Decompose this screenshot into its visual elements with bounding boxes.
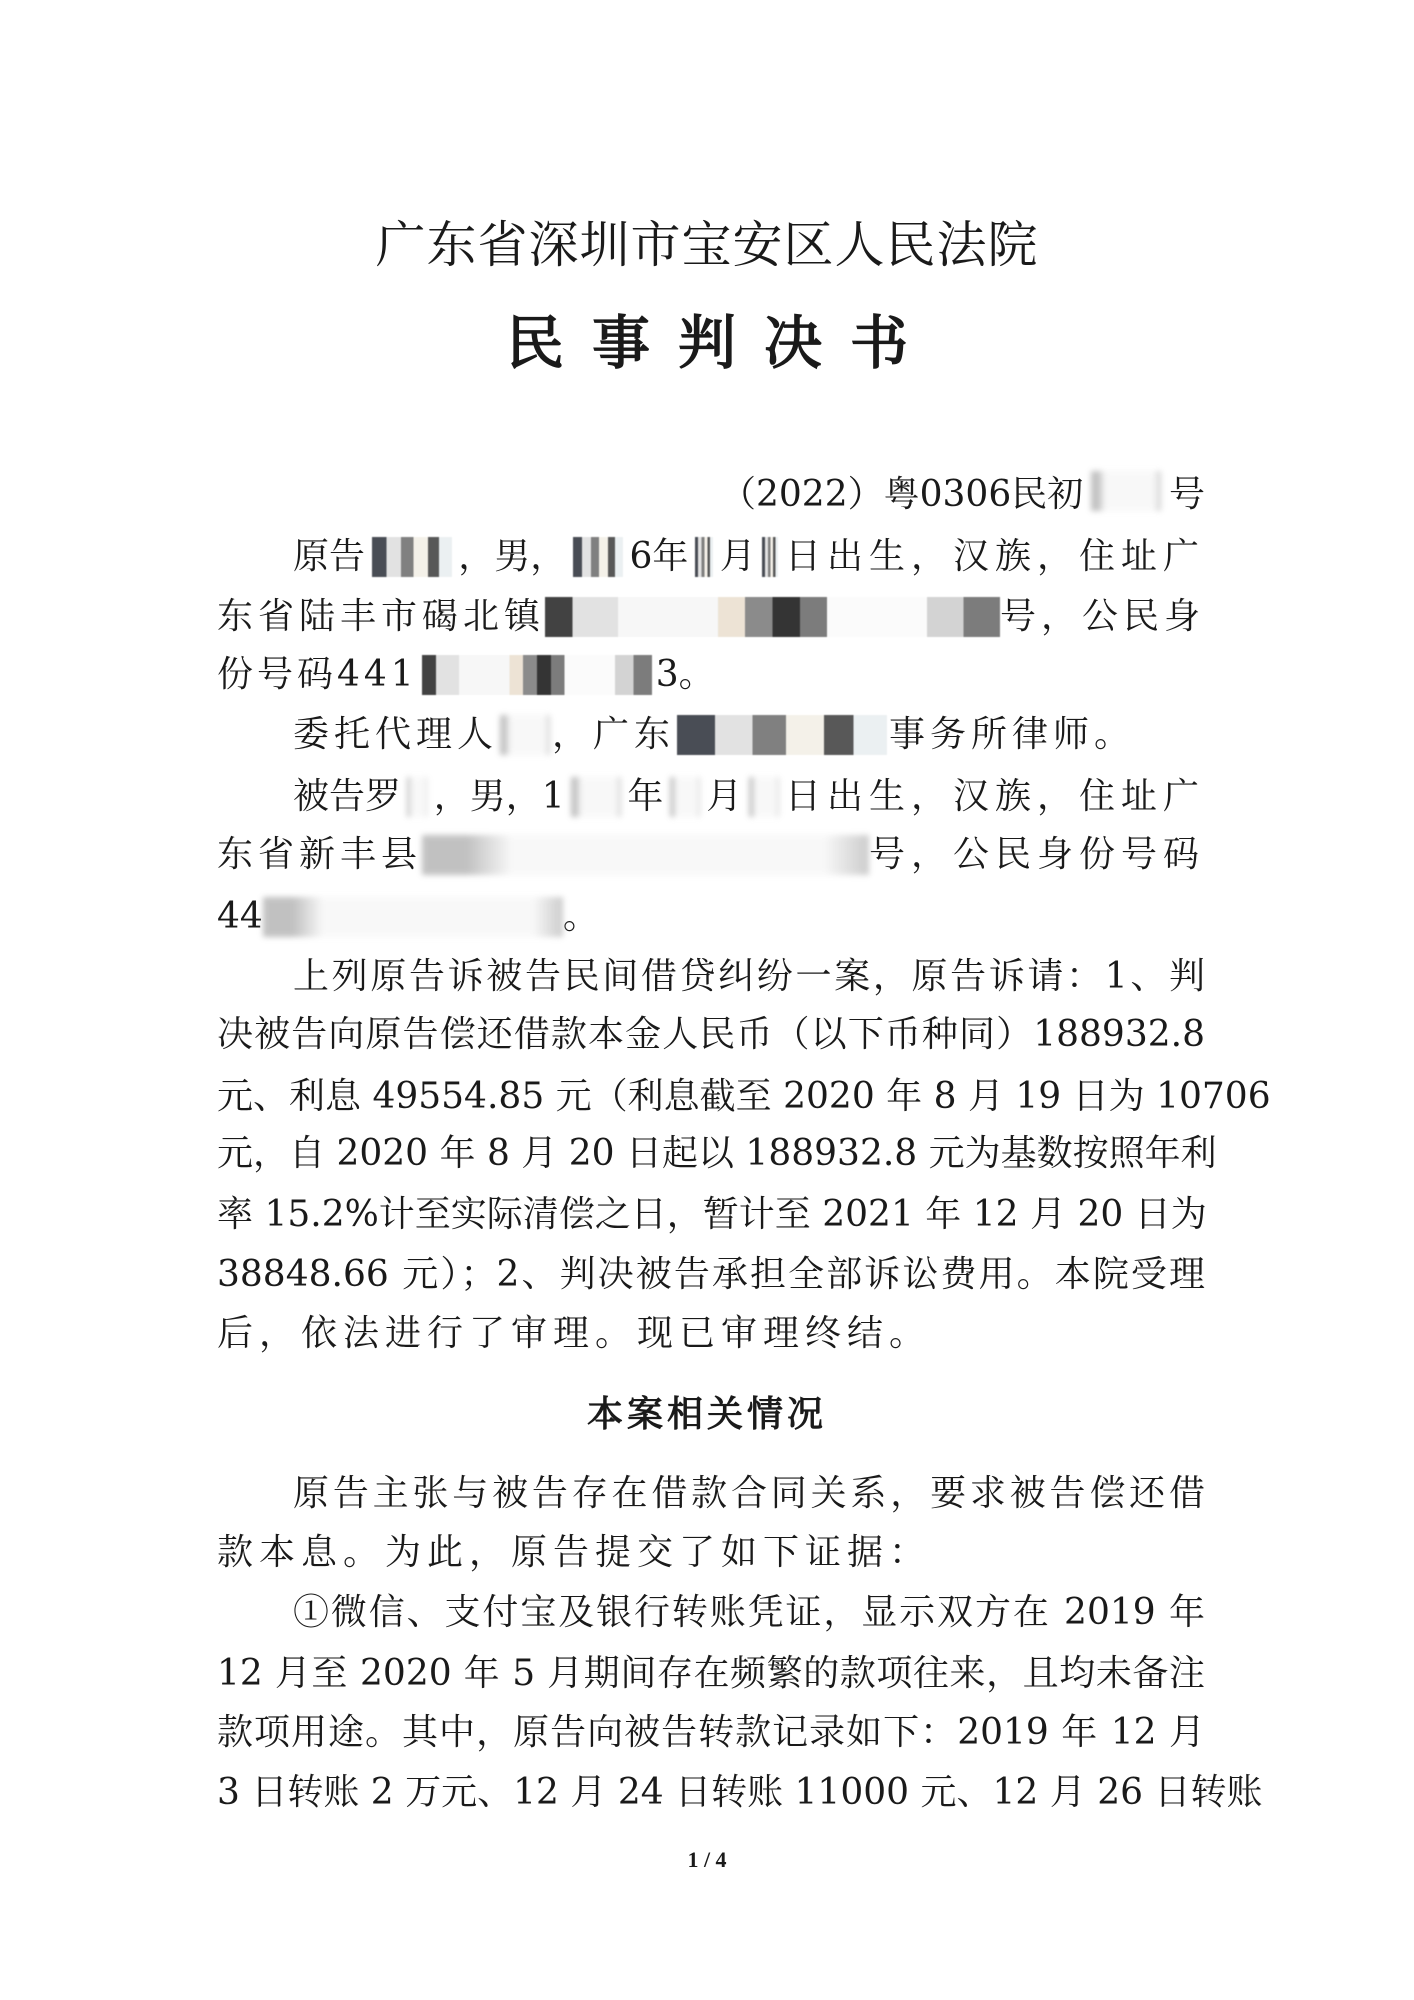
redaction (545, 597, 1000, 637)
plaintiff-line-2 (217, 593, 1205, 641)
redaction (407, 777, 427, 817)
court-name: 广东省深圳市宝安区人民法院 (375, 216, 1039, 274)
section-heading: 本案相关情况 (586, 1393, 827, 1435)
redaction (500, 715, 550, 755)
plaintiff-line-3 (217, 651, 1205, 699)
text: 被告罗 (293, 776, 402, 817)
text: 6年 (629, 536, 689, 577)
text: 44 (217, 896, 263, 937)
text: 日出生，汉族，住址广 (784, 536, 1205, 577)
text: 月 (719, 536, 756, 577)
text: 份号码441 (217, 654, 418, 695)
claims-line: 元、利息 49554.85 元（利息截至 2020 年 8 月 19 日为 10706 (217, 1076, 1271, 1117)
text: 委托代理人 (293, 714, 499, 755)
evidence-line: 12 月至 2020 年 5 月期间存在频繁的款项往来，且均未备注 (217, 1653, 1205, 1694)
redaction (670, 777, 700, 817)
case-number-suffix: 号 (1168, 474, 1205, 515)
claims-line: 后，依法进行了审理。现已审理终结。 (217, 1313, 932, 1354)
text: 年 (627, 776, 664, 817)
claims-line: 率 15.2%计至实际清偿之日，暂计至 2021 年 12 月 20 日为 (217, 1194, 1207, 1235)
body-line: 原告主张与被告存在借款合同关系，要求被告偿还借 (293, 1473, 1205, 1514)
text: 号，公民身份号码 (868, 834, 1205, 875)
text: ，广东 (552, 714, 676, 755)
text: 号，公民身 (999, 596, 1205, 637)
redaction (695, 537, 713, 577)
body-line: 款本息。为此，原告提交了如下证据： (217, 1532, 932, 1573)
text: ，男，1 (433, 776, 565, 817)
case-number-prefix: （2022）粤0306民初 (720, 474, 1084, 515)
redaction (749, 777, 779, 817)
text: 事务所律师。 (889, 714, 1136, 755)
redaction (762, 537, 778, 577)
claims-line: 决被告向原告偿还借款本金人民币（以下币种同）188932.8 (217, 1014, 1205, 1055)
case-number (720, 471, 1205, 519)
text: 东省新丰县 (217, 834, 423, 875)
evidence-line: 3 日转账 2 万元、12 月 24 日转账 11000 元、12 月 26 日转账 (217, 1772, 1263, 1813)
defendant-line-3 (217, 893, 1205, 941)
defendant-line-1 (217, 773, 1205, 821)
document-title: 民事判决书 (505, 309, 936, 377)
redaction (263, 897, 563, 937)
text: 。 (562, 896, 599, 937)
redaction (372, 537, 452, 577)
claims-line: 元，自 2020 年 8 月 20 日起以 188932.8 元为基数按照年利 (217, 1133, 1217, 1174)
page-number: 1 / 4 (687, 1847, 727, 1872)
text: ，男， (458, 536, 567, 577)
redaction (573, 537, 623, 577)
redaction (422, 655, 652, 695)
defendant-line-2 (217, 831, 1205, 879)
text: 月 (706, 776, 743, 817)
text: 东省陆丰市碣北镇 (217, 596, 546, 637)
agent-line (217, 711, 1205, 759)
redaction (422, 835, 869, 875)
plaintiff-line-1 (217, 533, 1205, 581)
text: 原告 (293, 536, 366, 577)
claims-line: 上列原告诉被告民间借贷纠纷一案，原告诉请：1、判 (293, 956, 1205, 997)
text: 3。 (655, 654, 715, 695)
redaction (1091, 471, 1161, 511)
redaction (677, 715, 887, 755)
evidence-line: ①微信、支付宝及银行转账凭证，显示双方在 2019 年 (293, 1592, 1205, 1633)
redaction (571, 777, 621, 817)
claims-line: 38848.66 元）；2、判决被告承担全部诉讼费用。本院受理 (217, 1254, 1205, 1295)
text: 日出生，汉族，住址广 (784, 776, 1205, 817)
evidence-line: 款项用途。其中，原告向被告转款记录如下：2019 年 12 月 (217, 1712, 1205, 1753)
